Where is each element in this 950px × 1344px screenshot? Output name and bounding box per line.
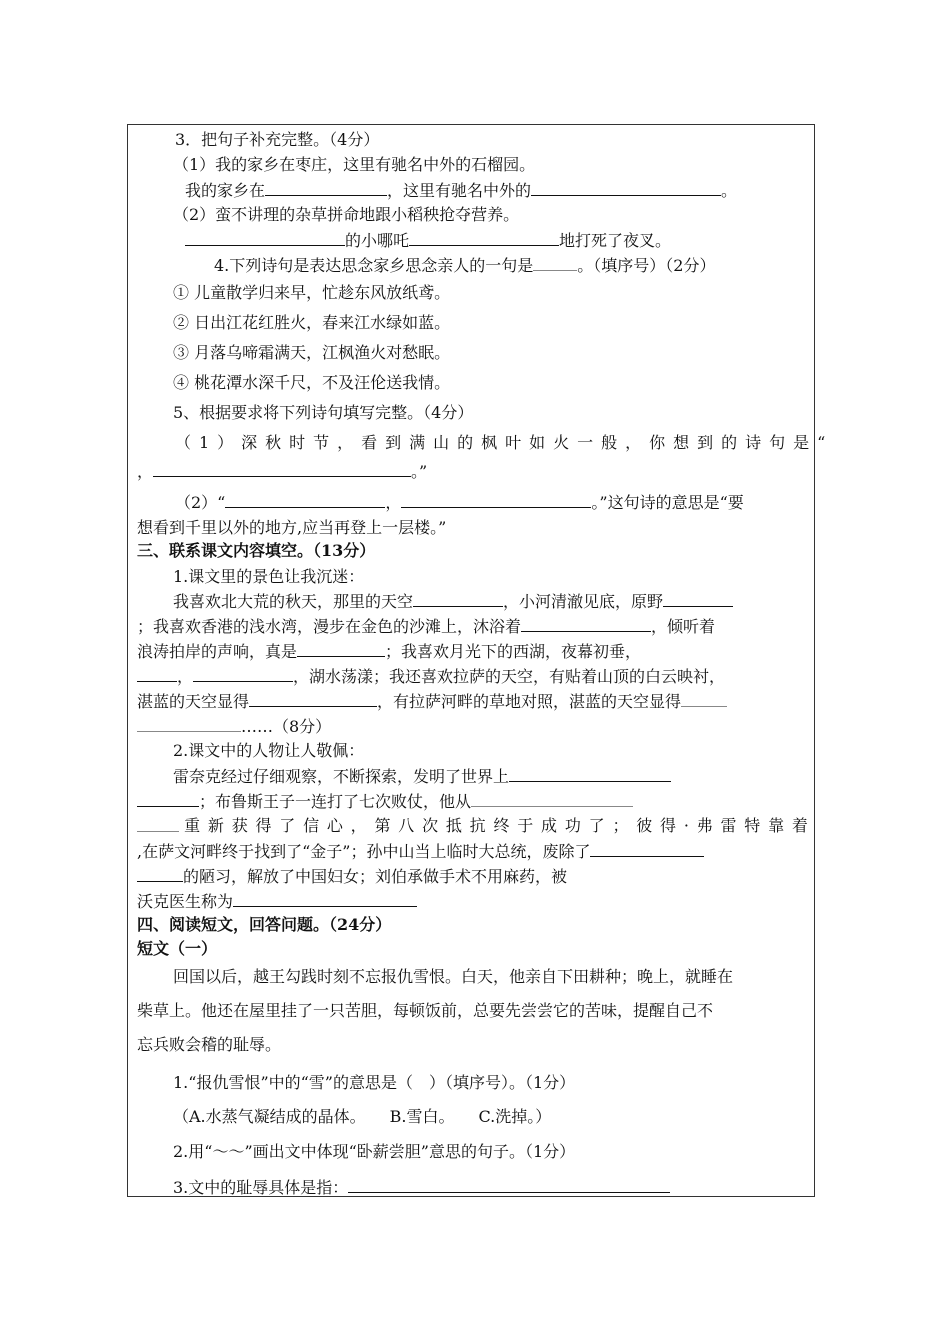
q5-line-2-text-b: 。” bbox=[411, 462, 428, 481]
passage-line-1: 回国以后，越王勾践时刻不忘报仇雪恨。白天，他亲自下田耕种；晚上，就睡在 bbox=[173, 967, 734, 986]
sec3-r1-text: 雷奈克经过仔细观察，不断探索，发明了世界上 bbox=[173, 767, 510, 786]
answer-blank[interactable] bbox=[471, 790, 633, 807]
sec3-people-line-6 bbox=[137, 890, 417, 913]
q5-line-3 bbox=[175, 491, 744, 514]
sec3-r3-char: · bbox=[683, 816, 689, 835]
q5-line-4: 想看到千里以外的地方,应当再登上一层楼。” bbox=[137, 518, 447, 537]
sec3-r3-char: 了 bbox=[279, 816, 296, 835]
sec3-p2-text-a: ；我喜欢香港的浅水湾，漫步在金色的沙滩上，沐浴着 bbox=[137, 617, 522, 636]
answer-blank[interactable] bbox=[249, 690, 377, 707]
q4-title-text: 4.下列诗句是表达思念家乡思念亲人的一句是 bbox=[214, 256, 534, 275]
answer-blank[interactable] bbox=[663, 590, 733, 607]
q4-title bbox=[214, 254, 715, 277]
q3-fill-1 bbox=[185, 179, 737, 202]
sec3-r3-char: 得 bbox=[255, 816, 272, 835]
q5-line-3-text-b: ， bbox=[385, 493, 402, 512]
section-3-sub-1: 1.课文里的景色让我沉迷： bbox=[173, 567, 365, 586]
sec3-r3-char: 着 bbox=[791, 816, 808, 835]
sec3-r3-char: 雷 bbox=[720, 816, 737, 835]
answer-blank[interactable] bbox=[590, 840, 704, 857]
q5-line-2 bbox=[137, 460, 427, 483]
sec3-para-line-3 bbox=[137, 640, 641, 663]
answer-blank[interactable] bbox=[233, 890, 417, 907]
answer-blank[interactable] bbox=[509, 765, 671, 782]
sec3-r3-char: 八 bbox=[398, 816, 415, 835]
sec4-q1: 1.“报仇雪恨”中的“雪”的意思是（ ）（填序号）。（1分） bbox=[173, 1073, 576, 1092]
q5-line-3-text-a: （2）“ bbox=[175, 493, 226, 512]
sec3-people-line-2 bbox=[137, 790, 633, 813]
sec3-para-line-1 bbox=[173, 590, 733, 613]
sec3-people-line-5 bbox=[137, 865, 567, 888]
answer-blank[interactable] bbox=[409, 229, 559, 246]
q3-sentence-2: （2）蛮不讲理的杂草拼命地跟小稻秧抢夺营养。 bbox=[173, 205, 520, 224]
sec3-r3-char: 彼 bbox=[636, 816, 653, 835]
q3-fill-1-text-c: 。 bbox=[721, 181, 738, 200]
sec3-people-line-4 bbox=[137, 840, 704, 863]
sec3-p1-text-b: ，小河清澈见底，原野 bbox=[503, 592, 664, 611]
answer-blank[interactable] bbox=[521, 615, 651, 632]
sec3-r5-text: 的陋习，解放了中国妇女；刘伯承做手术不用麻药，被 bbox=[183, 867, 568, 886]
answer-blank[interactable] bbox=[193, 665, 293, 682]
q3-sentence-1: （1）我的家乡在枣庄，这里有驰名中外的石榴园。 bbox=[173, 155, 536, 174]
sec3-r3-char: 弗 bbox=[696, 816, 713, 835]
sec3-r3-char: 次 bbox=[422, 816, 439, 835]
q5-line-2-text-a: ， bbox=[137, 462, 154, 481]
answer-blank[interactable] bbox=[681, 690, 727, 707]
answer-blank[interactable] bbox=[137, 665, 177, 682]
q5-line-1: （1）深秋时节，看到满山的枫叶如火一般，你想到的诗句是“ bbox=[175, 433, 834, 452]
sec3-people-line-3 bbox=[137, 815, 808, 838]
sec3-p5-text-b: ，有拉萨河畔的草地对照，湛蓝的天空显得 bbox=[377, 692, 682, 711]
sec3-r3-text bbox=[184, 815, 808, 837]
sec3-r3-char: 成 bbox=[541, 816, 558, 835]
answer-blank[interactable] bbox=[265, 179, 387, 196]
worksheet-frame bbox=[127, 124, 834, 1197]
sec3-r3-char: 信 bbox=[303, 816, 320, 835]
section-3-sub-2: 2.课文中的人物让人敬佩： bbox=[173, 741, 365, 760]
sec3-p5-text-a: 湛蓝的天空显得 bbox=[137, 692, 250, 711]
sec4-q2: 2.用“～～”画出文中体现“卧薪尝胆”意思的句子。（1分） bbox=[173, 1142, 576, 1161]
q4-title-tail: 。（填序号）（2分） bbox=[577, 256, 716, 275]
passage-title: 短文（一） bbox=[137, 939, 218, 958]
sec3-r3-char: 心 bbox=[326, 816, 343, 835]
q3-fill-1-text-b: ，这里有驰名中外的 bbox=[387, 181, 532, 200]
q3-title: 3．把句子补充完整。（4分） bbox=[175, 130, 380, 149]
sec3-r3-char: 靠 bbox=[768, 816, 785, 835]
q5-line-3-text-c: 。”这句诗的意思是“要 bbox=[591, 493, 744, 512]
sec3-p3-text-a: 浪涛拍岸的声响，真是 bbox=[137, 642, 298, 661]
sec3-p4-text-a: ， bbox=[177, 667, 194, 686]
sec3-r3-char: ； bbox=[612, 816, 629, 835]
sec3-para-line-2 bbox=[137, 615, 715, 638]
q4-option-1: ① 儿童散学归来早，忙趁东风放纸鸢。 bbox=[173, 283, 451, 302]
q5-title: 5、根据要求将下列诗句填写完整。（4分） bbox=[173, 403, 474, 422]
q4-option-2: ② 日出江花红胜火，春来江水绿如蓝。 bbox=[173, 313, 451, 332]
sec3-r3-char: 获 bbox=[231, 816, 248, 835]
sec3-para-line-5 bbox=[137, 690, 727, 713]
answer-blank[interactable] bbox=[137, 790, 199, 807]
sec3-r3-char: ， bbox=[350, 816, 367, 835]
sec3-r3-char: 得 bbox=[660, 816, 677, 835]
section-4-title: 四、阅读短文，回答问题。（24分） bbox=[137, 915, 392, 934]
answer-blank[interactable] bbox=[401, 491, 591, 508]
sec3-r3-char: 抵 bbox=[445, 816, 462, 835]
sec4-q3 bbox=[173, 1176, 670, 1199]
sec3-r4-text: ,在萨文河畔终于找到了“金子”；孙中山当上临时大总统，废除了 bbox=[137, 842, 591, 861]
sec3-r3-char: 第 bbox=[374, 816, 391, 835]
sec3-r3-char: 于 bbox=[517, 816, 534, 835]
sec3-people-line-1 bbox=[173, 765, 671, 788]
passage-line-2: 柴草上。他还在屋里挂了一只苦胆，每顿饭前，总要先尝尝它的苦味，提醒自己不 bbox=[137, 1001, 714, 1020]
answer-blank[interactable] bbox=[137, 715, 241, 732]
answer-blank[interactable] bbox=[185, 229, 345, 246]
answer-blank[interactable] bbox=[348, 1176, 670, 1193]
q3-fill-1-text-a: 我的家乡在 bbox=[185, 181, 266, 200]
sec3-p2-text-b: ，倾听着 bbox=[651, 617, 716, 636]
sec3-r3-char: 了 bbox=[588, 816, 605, 835]
sec3-p4-text-b: ，湖水荡漾；我还喜欢拉萨的天空，有贴着山顶的白云映衬， bbox=[293, 667, 726, 686]
sec3-r3-char: 新 bbox=[207, 816, 224, 835]
answer-blank[interactable] bbox=[531, 179, 721, 196]
sec3-r2-text: ；布鲁斯王子一连打了七次败仗，他从 bbox=[199, 792, 472, 811]
answer-blank[interactable] bbox=[153, 460, 411, 477]
answer-blank[interactable] bbox=[413, 590, 503, 607]
sec4-q1-options: （A.水蒸气凝结成的晶体。 B.雪白。 C.洗掉。） bbox=[173, 1107, 552, 1126]
q3-fill-2 bbox=[185, 229, 671, 252]
sec3-r3-char: 抗 bbox=[469, 816, 486, 835]
q3-fill-2-text-b: 地打死了夜叉。 bbox=[559, 231, 672, 250]
sec3-para-line-6 bbox=[137, 715, 331, 738]
sec3-p3-text-b: ；我喜欢月光下的西湖，夜幕初垂， bbox=[385, 642, 642, 661]
sec3-r3-char: 特 bbox=[744, 816, 761, 835]
q4-option-4: ④ 桃花潭水深千尺，不及汪伦送我情。 bbox=[173, 373, 451, 392]
q4-option-3: ③ 月落乌啼霜满天，江枫渔火对愁眠。 bbox=[173, 343, 451, 362]
answer-blank[interactable] bbox=[137, 865, 183, 882]
sec3-p6-text: ……（8分） bbox=[241, 717, 332, 736]
section-3-title: 三、联系课文内容填空。（13分） bbox=[137, 541, 376, 560]
sec3-r3-char: 功 bbox=[564, 816, 581, 835]
passage-line-3: 忘兵败会稽的耻辱。 bbox=[137, 1035, 282, 1054]
sec4-q3-text: 3.文中的耻辱具体是指： bbox=[173, 1178, 349, 1197]
answer-blank[interactable] bbox=[297, 640, 385, 657]
answer-blank[interactable] bbox=[137, 815, 179, 832]
sec3-para-line-4 bbox=[137, 665, 725, 688]
q3-fill-2-text-a: 的小哪吒 bbox=[345, 231, 410, 250]
answer-blank[interactable] bbox=[225, 491, 385, 508]
sec3-r6-text: 沃克医生称为 bbox=[137, 892, 234, 911]
sec3-p1-text-a: 我喜欢北大荒的秋天，那里的天空 bbox=[173, 592, 414, 611]
sec3-r3-char: 重 bbox=[184, 816, 201, 835]
sec3-r3-char: 终 bbox=[493, 816, 510, 835]
answer-blank[interactable] bbox=[533, 254, 577, 271]
